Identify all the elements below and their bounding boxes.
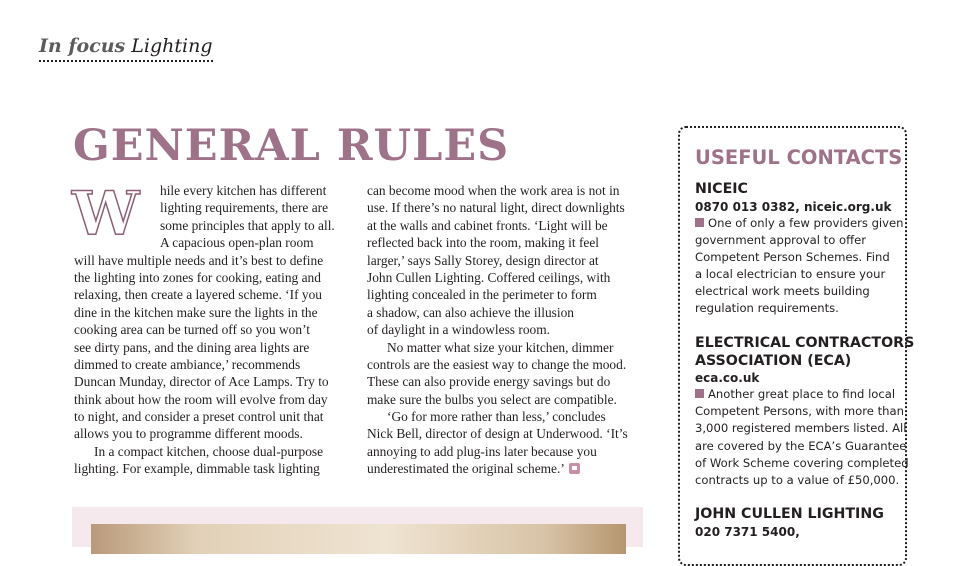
desc-line: One of only a few providers given (708, 215, 904, 230)
body-line: A capacious open-plan room (160, 235, 314, 251)
body-line: lighting requirements, there are (160, 200, 329, 216)
desc-line: electrical work meets building (695, 284, 870, 299)
body-line: see dirty pans, and the dining area lights are (74, 339, 310, 355)
body-line: dine in the kitchen make sure the lights in the (74, 304, 318, 320)
drop-cap: W (72, 179, 140, 249)
body-line: controls are the easiest way to change the mood. (367, 356, 627, 372)
body-line: of daylight in a windowless room. (367, 322, 550, 338)
section-topic: Lighting (131, 35, 213, 57)
body-line: Nick Bell, director of design at Underwood. ‘It’s (367, 426, 628, 442)
contact-phone-web[interactable]: 0870 013 0382, niceic.org.uk (695, 199, 892, 214)
body-line: lighting. For example, dimmable task lighting (74, 461, 320, 477)
body-line: These can also provide energy savings but do (367, 374, 611, 390)
body-line: reflected back into the room, making it feel (367, 235, 600, 251)
closing-line: underestimated the original scheme.’ (367, 461, 565, 477)
article-column-1 (72, 179, 352, 478)
desc-line: contracts up to a value of £50,000. (695, 472, 900, 487)
body-line: cooking area can be turned off so you won’t (74, 322, 311, 338)
body-line: dimmed to create ambiance,’ recommends (74, 356, 301, 372)
body-line: the lighting into zones for cooking, eating and (74, 269, 321, 285)
body-line: larger,’ says Sally Storey, design director at (367, 252, 599, 268)
body-line: No matter what size your kitchen, dimmer (387, 339, 614, 355)
article-title: GENERAL RULES (73, 121, 510, 171)
section-header (39, 34, 213, 62)
body-line: annoying to add plug-ins later because you (367, 443, 597, 459)
desc-line: 3,000 registered members listed. All (695, 421, 907, 436)
desc-line: Competent Persons, with more than (695, 404, 904, 419)
contact-description (695, 386, 909, 489)
desc-line: are covered by the ECA’s Guarantee (695, 438, 907, 453)
body-line: make sure the bulbs you select are compatible. (367, 391, 617, 407)
desc-line: a local electrician to ensure your (695, 267, 886, 282)
body-line: some principles that apply to all. (160, 217, 335, 233)
contact-name: JOHN CULLEN LIGHTING (695, 506, 884, 522)
body-line: use. If there’s no natural light, direct downlights (367, 200, 625, 216)
desc-line: of Work Scheme covering completed (695, 455, 909, 470)
body-line: hile every kitchen has different (160, 183, 327, 198)
sidebar-title: USEFUL CONTACTS (695, 146, 903, 169)
contact-eca (695, 335, 915, 489)
contact-john-cullen (695, 506, 905, 540)
body-line: lighting concealed in the perimeter to form (367, 287, 597, 303)
body-line: John Cullen Lighting. Coffered ceilings, with (367, 269, 611, 285)
contact-web[interactable]: eca.co.uk (695, 371, 760, 385)
body-line: a shadow, can also achieve the illusion (367, 304, 574, 320)
desc-line: Competent Person Schemes. Find (695, 249, 890, 264)
body-line: at the walls and cabinet fronts. ‘Light will be (367, 217, 608, 233)
contact-description (695, 215, 905, 318)
square-bullet-icon (695, 218, 704, 227)
desc-line: Another great place to find local (708, 387, 896, 401)
body-line: to night, and consider a preset control unit that (74, 409, 324, 425)
contact-name: NICEIC (695, 181, 748, 197)
desc-line: regulation requirements. (695, 301, 839, 316)
body-line: can become mood when the work area is not in (367, 183, 620, 198)
end-of-article-icon (569, 463, 580, 474)
body-line (367, 460, 643, 477)
kitchen-photo (91, 524, 626, 554)
desc-line: government approval to offer (695, 232, 866, 247)
square-bullet-icon (695, 389, 704, 398)
body-line: relaxing, then create a layered scheme. ‘If you (74, 287, 322, 303)
section-label: In focus (39, 35, 126, 57)
body-line: ‘Go for more rather than less,’ concludes (387, 409, 606, 425)
body-line: allows you to programme different moods. (74, 426, 303, 442)
contact-name: ASSOCIATION (ECA) (695, 352, 852, 369)
contact-niceic (695, 181, 905, 318)
body-line: will have multiple needs and it’s best to define (74, 252, 324, 268)
contact-name: ELECTRICAL CONTRACTORS (695, 335, 915, 351)
article-column-2 (367, 182, 643, 478)
body-line: In a compact kitchen, choose dual-purpose (94, 443, 324, 459)
body-line: Duncan Munday, director of Ace Lamps. Try to (74, 374, 329, 390)
contact-phone[interactable]: 020 7371 5400, (695, 524, 800, 539)
body-line: think about how the room will evolve from day (74, 391, 328, 407)
useful-contacts-box (678, 126, 915, 566)
